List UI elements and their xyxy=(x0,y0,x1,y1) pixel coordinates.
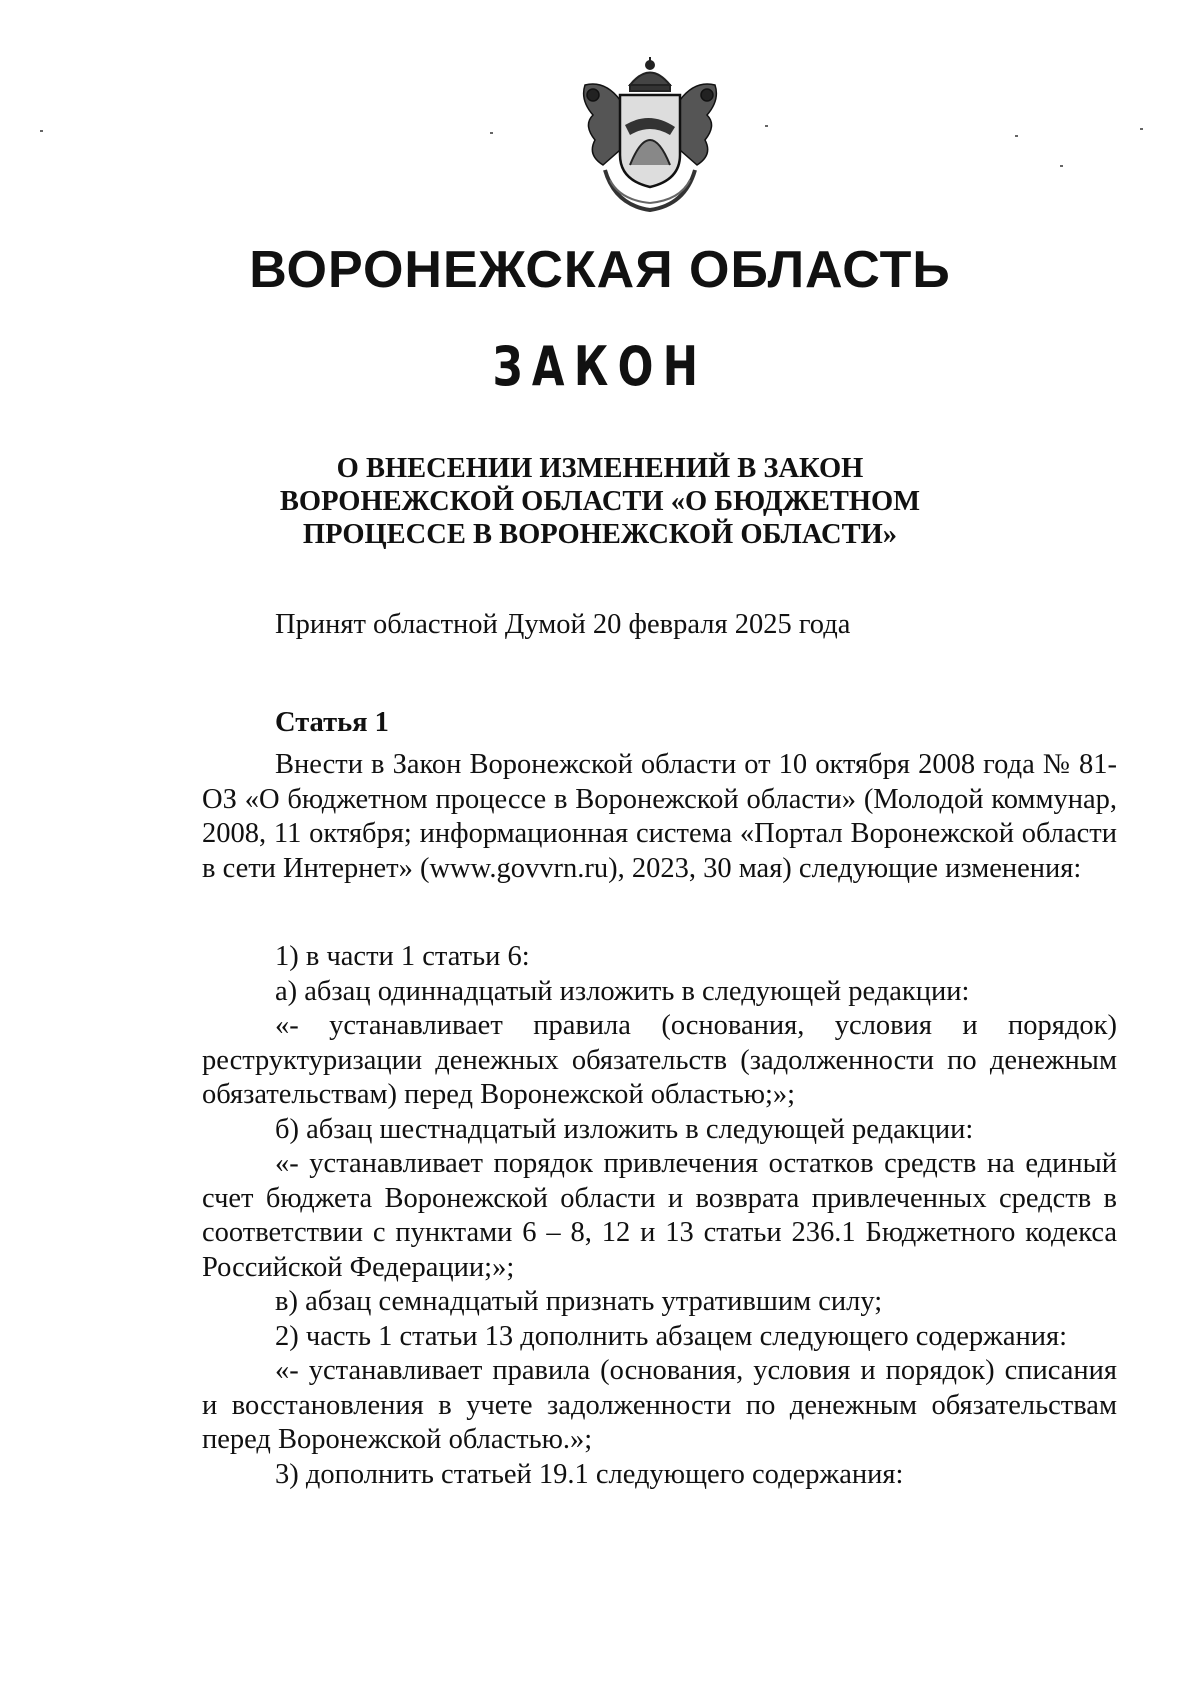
region-title: ВОРОНЕЖСКАЯ ОБЛАСТЬ xyxy=(249,241,951,299)
law-subject xyxy=(200,452,1000,551)
scan-speck xyxy=(1140,128,1143,130)
subject-line: ВОРОНЕЖСКОЙ ОБЛАСТИ «О БЮДЖЕТНОМ xyxy=(279,486,921,517)
list-item: б) абзац шестнадцатый изложить в следующей редакции: xyxy=(275,1113,974,1145)
scan-speck xyxy=(1060,165,1063,167)
list-item: 3) дополнить статьей 19.1 следующего содержания: xyxy=(275,1458,904,1490)
scan-speck xyxy=(765,125,768,127)
list-item: 2) часть 1 статьи 13 дополнить абзацем следующего содержания: xyxy=(275,1320,1068,1352)
list-item: а) абзац одиннадцатый изложить в следующей редакции: xyxy=(275,975,970,1007)
list-item: «- устанавливает правила (основания, условия и порядок) списания и восстановления в учете задолженности по денежным обязательствам перед Воронежской областью.»; xyxy=(202,1355,1117,1455)
list-item: 1) в части 1 статьи 6: xyxy=(275,941,530,972)
article-heading: Статья 1 xyxy=(275,707,389,738)
adoption-date: Принят областной Думой 20 февраля 2025 года xyxy=(275,609,851,640)
coat-of-arms-emblem xyxy=(575,55,725,215)
article-intro xyxy=(202,748,1117,886)
subject-line: О ВНЕСЕНИИ ИЗМЕНЕНИЙ В ЗАКОН xyxy=(336,453,864,484)
list-item: «- устанавливает правила (основания, условия и порядок) реструктуризации денежных обязательств (задолженности по денежным обязательствам) перед Воронежской областью;»; xyxy=(202,1010,1117,1110)
scan-speck xyxy=(40,130,43,132)
scan-speck xyxy=(1015,135,1018,137)
scan-speck xyxy=(490,132,493,134)
list-item: «- устанавливает порядок привлечения остатков средств на единый счет бюджета Воронежской области и возврата привлеченных средств в соответствии с пунктами 6 – 8, 12 и 13 статьи 236.1 Бюджетного кодекса Российской Федерации;»; xyxy=(202,1148,1117,1283)
amendment-list xyxy=(202,940,1117,1492)
subject-line: ПРОЦЕССЕ В ВОРОНЕЖСКОЙ ОБЛАСТИ» xyxy=(302,519,898,550)
intro-paragraph: Внести в Закон Воронежской области от 10 октября 2008 года № 81-ОЗ «О бюджетном процессе в Воронежской области» (Молодой коммунар, 2008, 11 октября; информационная система «Портал Воронежской области в сети Интернет» (www.govvrn.ru), 2023, 30 мая) следующие изменения: xyxy=(202,749,1117,884)
list-item: в) абзац семнадцатый признать утратившим силу; xyxy=(275,1286,883,1317)
document-type-title: ЗАКОН xyxy=(492,335,708,398)
